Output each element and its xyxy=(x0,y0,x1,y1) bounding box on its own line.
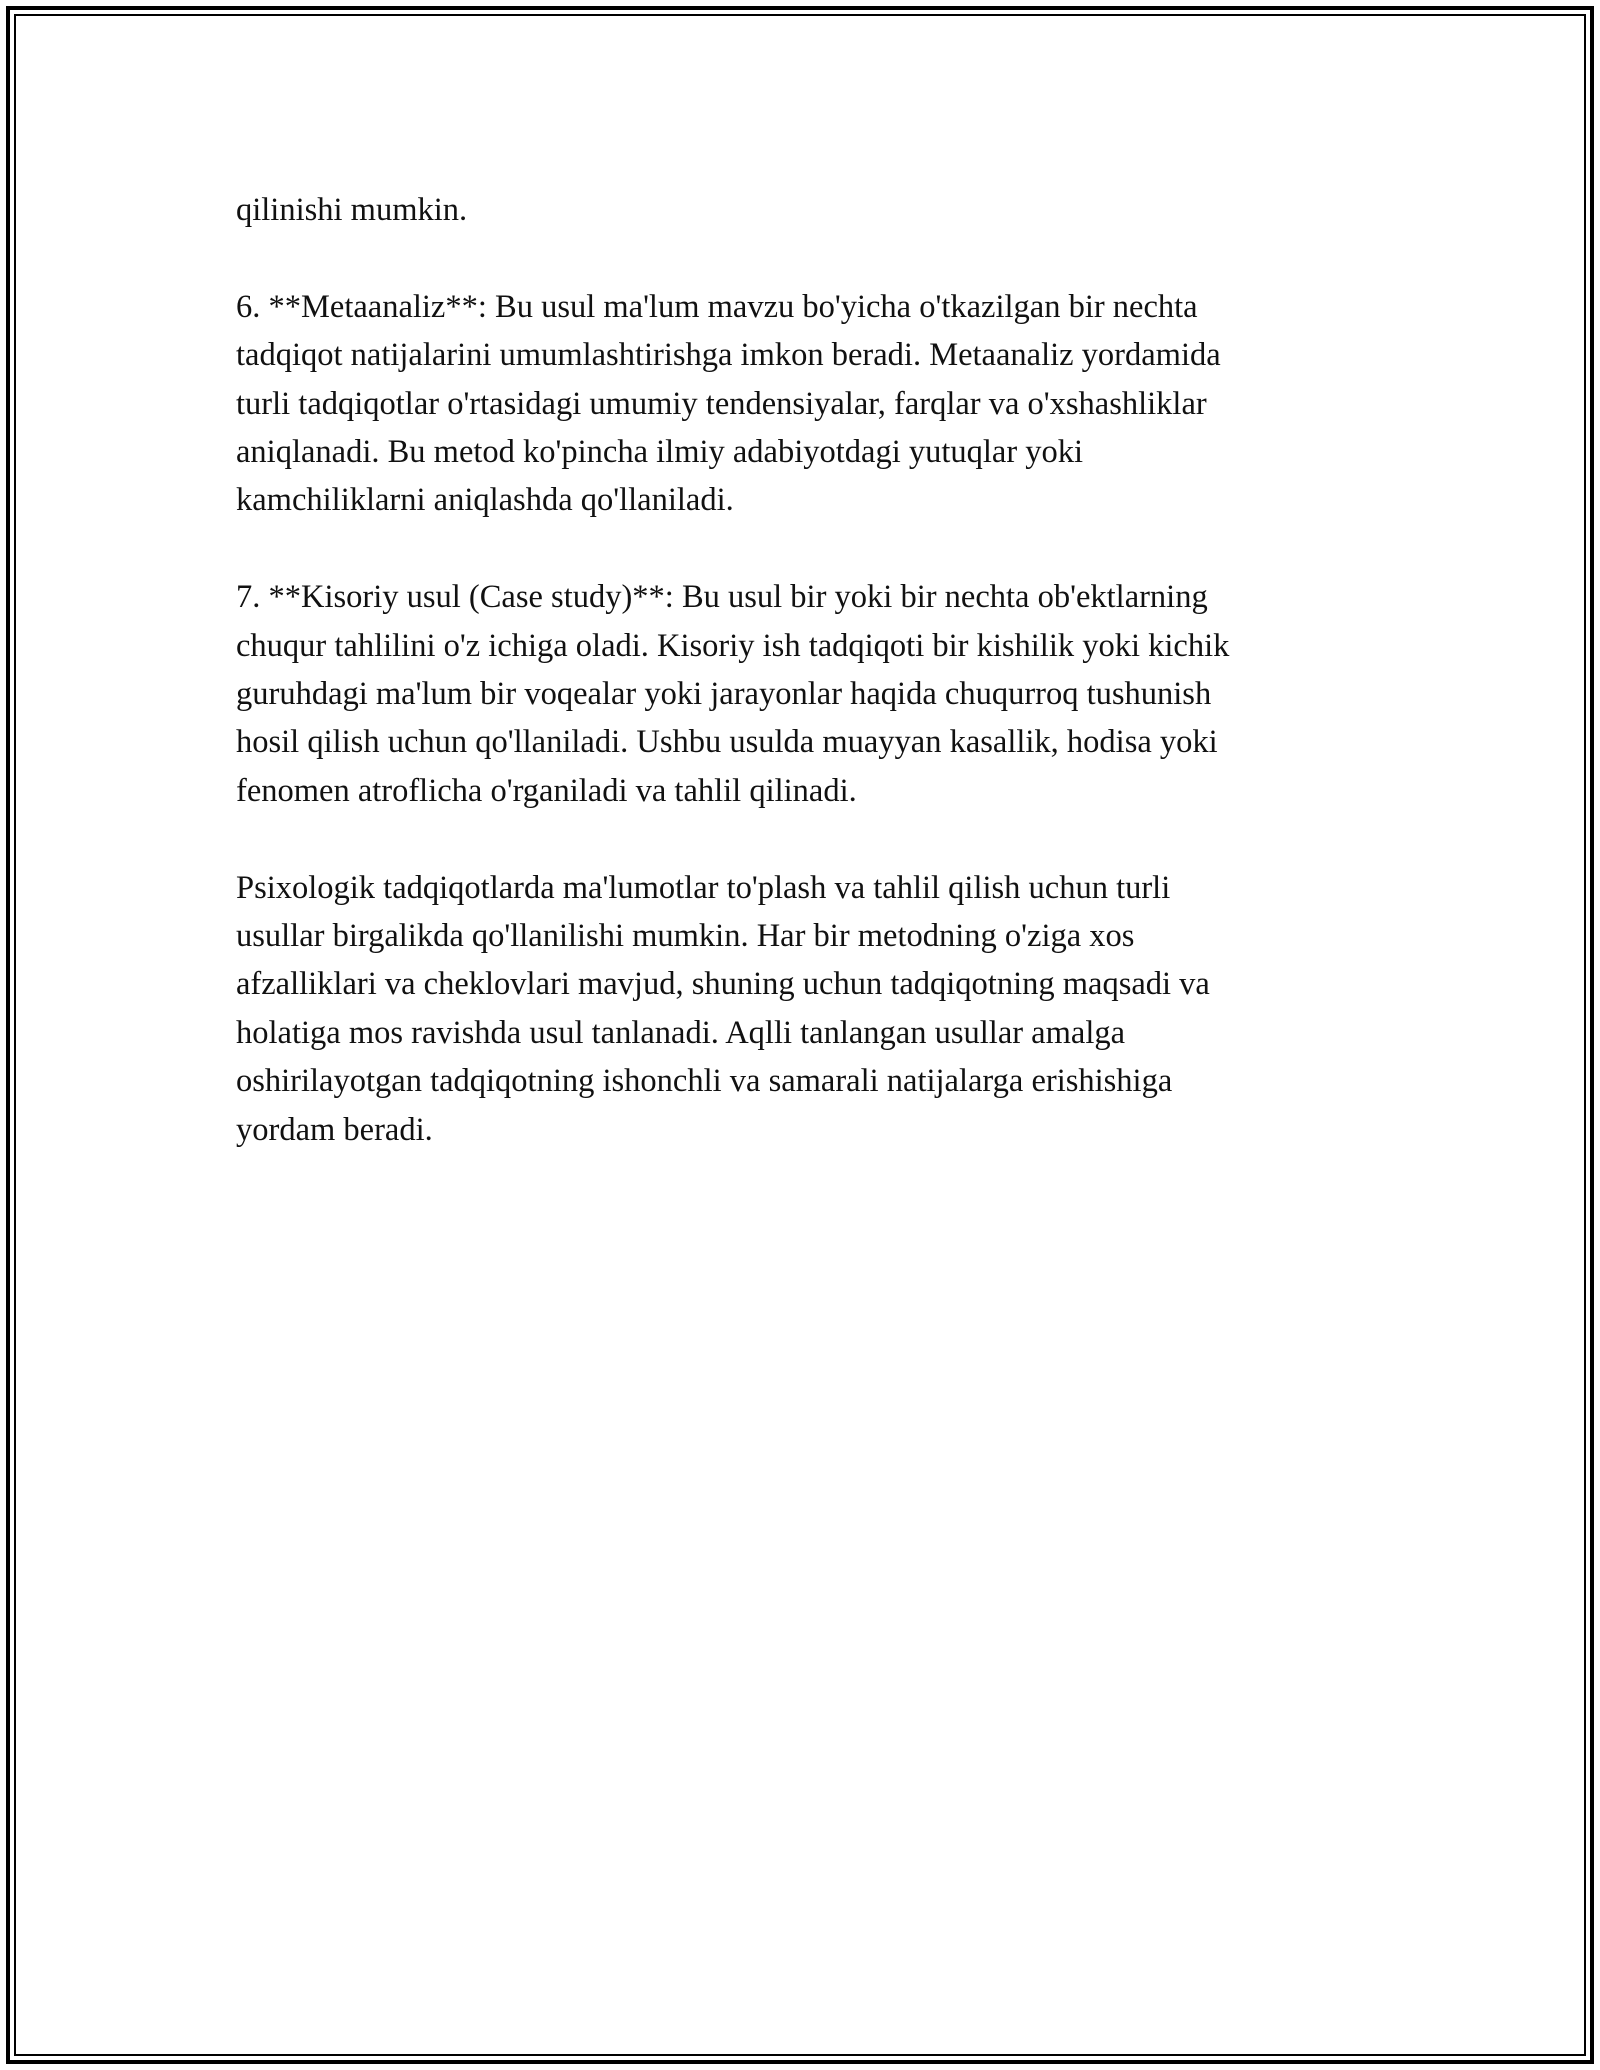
paragraph-conclusion: Psixologik tadqiqotlarda ma'lumotlar to'plash va tahlil qilish uchun turli usullar birgalikda qo'llanilishi mumkin. Har bir metodning o'ziga xos afzalliklari va cheklovlari mavjud, shuning uchun tadqiqotning maqsadi va holatiga mos ravishda usul tanlanadi. Aqlli tanlangan usullar amalga oshirilayotgan tadqiqotning ishonchli va samarali natijalarga erishishiga yordam beradi. xyxy=(236,869,1210,1148)
paragraph-continuation: qilinishi mumkin. xyxy=(236,192,468,228)
document-body xyxy=(236,186,1366,1202)
paragraph-case-study: 7. **Kisoriy usul (Case study)**: Bu usul bir yoki bir nechta ob'ektlarning chuqur tahlilini o'z ichiga oladi. Kisoriy ish tadqiqoti bir kishilik yoki kichik guruhdagi ma'lum bir voqealar yoki jarayonlar haqida chuqurroq tushunish hosil qilish uchun qo'llaniladi. Ushbu usulda muayyan kasallik, hodisa yoki fenomen atroflicha o'rganiladi va tahlil qilinadi. xyxy=(236,579,1230,809)
paragraph-metaanaliz: 6. **Metaanaliz**: Bu usul ma'lum mavzu bo'yicha o'tkazilgan bir nechta tadqiqot natijalarini umumlashtirishga imkon beradi. Metaanaliz yordamida turli tadqiqotlar o'rtasidagi umumiy tendensiyalar, farqlar va o'xshashliklar aniqlanadi. Bu metod ko'pincha ilmiy adabiyotdagi yutuqlar yoki kamchiliklarni aniqlashda qo'llaniladi. xyxy=(236,288,1221,519)
